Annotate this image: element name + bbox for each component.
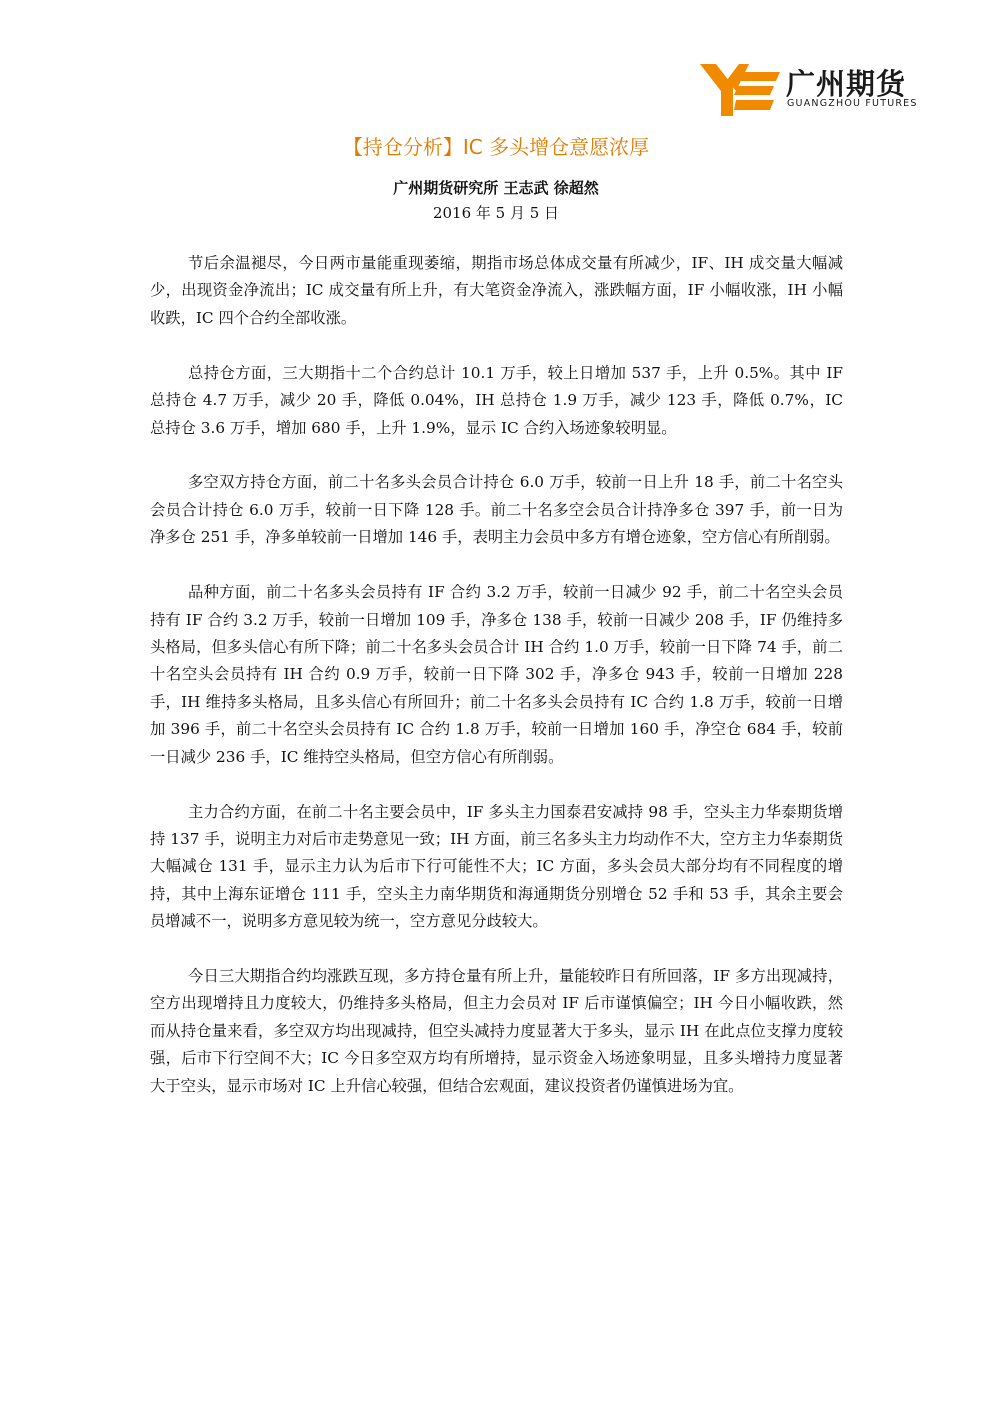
paragraph-market-overview: 节后余温褪尽，今日两市量能重现萎缩，期指市场总体成交量有所减少，IF、IH 成交量大幅减少，出现资金净流出；IC 成交量有所上升，有大笔资金净流入，涨跌幅方面，IF 小幅收涨，IH 小幅收跌，IC 四个合约全部收涨。 — [150, 254, 843, 327]
paragraph-long-short-positions: 多空双方持仓方面，前二十名多头会员合计持仓 6.0 万手，较前一日上升 18 手，前二十名空头会员合计持仓 6.0 万手，较前一日下降 128 手。前二十名多空会员合计持净多仓 397 手，前一日为净多仓 251 手，净多单较前一日增加 146 手，表明主力会员中多方有增仓迹象，空方信心有所削弱。 — [150, 473, 843, 547]
company-logo — [700, 62, 930, 118]
document-authors: 广州期货研究所 王志武 徐超然 — [393, 179, 599, 197]
document-date: 2016 年 5 月 5 日 — [432, 204, 560, 222]
logo-english-name: GUANGZHOU FUTURES — [787, 98, 918, 109]
document-title: 【持仓分析】IC 多头增仓意愿浓厚 — [342, 135, 650, 159]
guangzhou-futures-logo-icon — [700, 64, 780, 116]
paragraph-by-contract: 品种方面，前二十名多头会员持有 IF 合约 3.2 万手，较前一日减少 92 手，前二十名空头会员持有 IF 合约 3.2 万手，较前一日增加 109 手，净多仓 138 手，较前一日减少 208 手，IF 仍维持多头格局，但多头信心有所下降；前二十名多头会员合计 IH 合约 1.0 万手，较前一日下降 74 手，前二十名空头会员持有 IH 合约 0.9 万手，较前一日下降 302 手，净多仓 943 手，较前一日增加 228 手，IH 维持多头格局，且多头信心有所回升；前二十名多头会员持有 IC 合约 1.8 万手，较前一日增加 396 手，前二十名空头会员持有 IC 合约 1.8 万手，较前一日增加 160 手，净空仓 684 手，较前一日减少 236 手，IC 维持空头格局，但空方信心有所削弱。 — [150, 583, 843, 766]
paragraph-total-open-interest: 总持仓方面，三大期指十二个合约总计 10.1 万手，较上日增加 537 手，上升 0.5%。其中 IF 总持仓 4.7 万手，减少 20 手，降低 0.04%，IH 总持仓 1.9 万手，减少 123 手，降低 0.7%，IC 总持仓 3.6 万手，增加 680 手，上升 1.9%，显示 IC 合约入场迹象较明显。 — [150, 363, 843, 437]
paragraph-main-members: 主力合约方面，在前二十名主要会员中，IF 多头主力国泰君安减持 98 手，空头主力华泰期货增持 137 手，说明主力对后市走势意见一致；IH 方面，前三名多头主力均动作不大，空方主力华泰期货大幅减仓 131 手，显示主力认为后市下行可能性不大；IC 方面，多头会员大部分均有不同程度的增持，其中上海东证增仓 111 手，空头主力南华期货和海通期货分别增仓 52 手和 53 手，其余主要会员增减不一，说明多方意见较为统一，空方意见分歧较大。 — [150, 802, 843, 931]
paragraph-conclusion: 今日三大期指合约均涨跌互现，多方持仓量有所上升，量能较昨日有所回落，IF 多方出现减持，空方出现增持且力度较大，仍维持多头格局，但主力会员对 IF 后市谨慎偏空；IH 今日小幅收跌，然而从持仓量来看，多空双方均出现减持，但空头减持力度显著大于多头，显示 IH 在此点位支撑力度较强，后市下行空间不大；IC 今日多空双方均有所增持，显示资金入场迹象明显，且多头增持力度显著大于空头，显示市场对 IC 上升信心较强，但结合宏观面，建议投资者仍谨慎进场为宜。 — [150, 967, 843, 1095]
logo-chinese-name: 广州期货 — [786, 67, 907, 101]
document-body — [150, 250, 843, 1128]
